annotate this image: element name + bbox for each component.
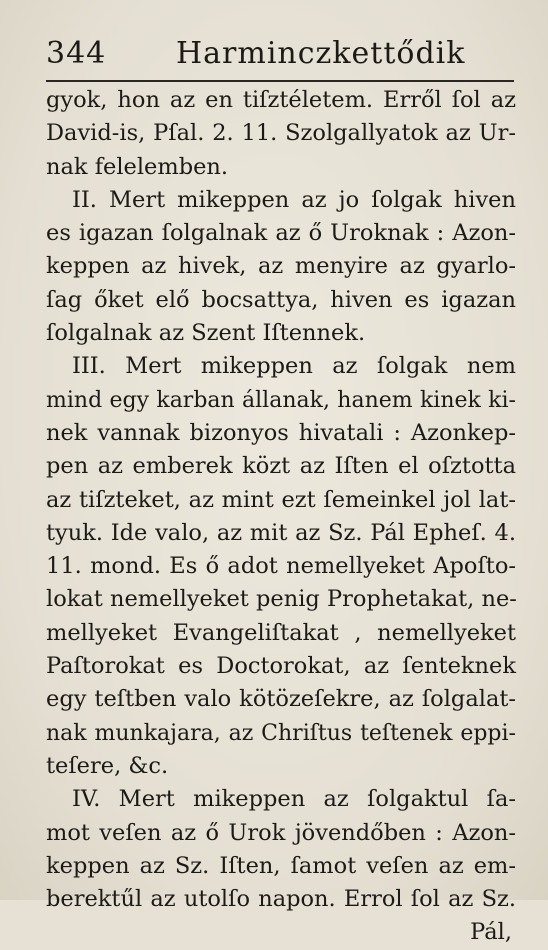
paragraph-start-line: II. Mert mikeppen az jo ſolgak hiven: [72, 186, 516, 213]
text-line: ſolgalnak az Szent Iſtennek.: [46, 320, 366, 347]
page-number: 344: [46, 36, 107, 71]
text-line: nek vannak bizonyos hivatali : Azonkep-: [46, 419, 516, 446]
text-line: mellyeket Evangeliſtakat , nemellyeket: [46, 619, 516, 646]
text-line: mind egy karban állanak, hanem kinek ki-: [46, 387, 516, 413]
text-line: az tiſzteket, az mint ezt ſemeinkel jol lat-: [46, 486, 516, 513]
header-rule: [46, 80, 514, 82]
text-line: nak felelemben.: [46, 153, 229, 180]
body-text: [46, 84, 516, 950]
text-line: 11. mond. Es ő adot nemellyeket Apoſto-: [46, 553, 516, 580]
text-line: egy teſtben valo kötözeſekre, az ſolgalat-: [46, 686, 516, 713]
text-line: es igazan ſolgalnak az ő Uroknak : Azon-: [46, 220, 516, 247]
text-line: tyuk. Ide valo, az mit az Sz. Pál Epheſ. 4.: [46, 519, 516, 546]
catchword: Pál,: [470, 919, 512, 946]
text-line: keppen az hivek, az menyire az gyarlo-: [46, 253, 516, 280]
text-line: Paſtorokat es Doctorokat, az ſenteknek: [46, 653, 516, 680]
running-head: Harminczkettődik: [176, 36, 466, 71]
text-line: pen az emberek közt az Iſten el oſztotta: [46, 453, 516, 480]
text-line: keppen az Sz. Iſten, ſamot veſen az em-: [46, 852, 516, 879]
text-line: mot veſen az ő Urok jövendőben : Azon-: [46, 819, 516, 846]
text-line: lokat nemellyeket penig Prophetakat, ne-: [46, 586, 517, 613]
paragraph-start-line: IV. Mert mikeppen az ſolgaktul ſa-: [72, 786, 516, 813]
text-line: David-is, Pſal. 2. 11. Szolgallyatok az Ur-: [46, 120, 516, 147]
text-line: gyok, hon az en tiſztéletem. Erről ſol az: [46, 87, 516, 113]
paragraph-start-line: III. Mert mikeppen az ſolgak nem: [72, 353, 516, 380]
text-line: nak munkajara, az Chriſtus teſtenek eppi-: [46, 720, 516, 746]
page-header: [46, 36, 516, 76]
text-line: teſere, &c.: [46, 752, 169, 779]
text-line: ſag őket elő bocsattya, hiven es igazan: [46, 286, 516, 313]
text-line: berektűl az utolſo napon. Errol ſol az Sz.: [46, 886, 516, 913]
